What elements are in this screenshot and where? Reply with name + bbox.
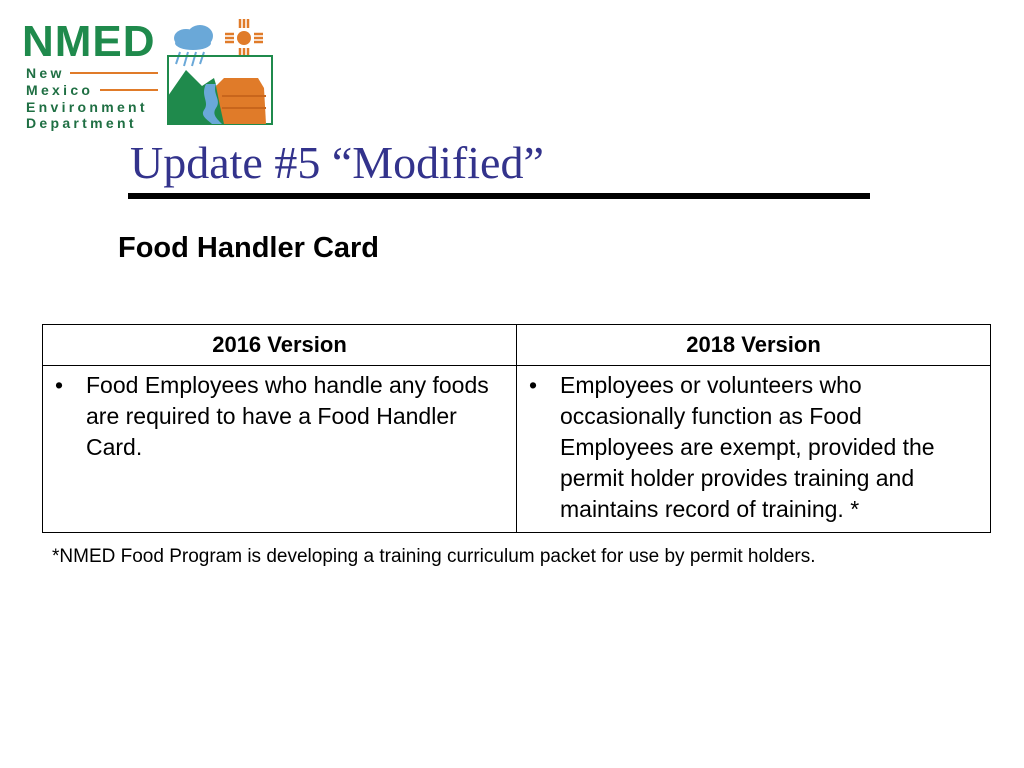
logo-line — [70, 72, 158, 74]
logo-line — [100, 89, 158, 91]
logo-acronym: NMED — [22, 17, 156, 66]
list-item — [55, 370, 504, 463]
zia-sun-icon — [225, 19, 263, 57]
version-comparison-table — [42, 324, 991, 533]
logo-word-new: New — [26, 65, 65, 81]
rain-cloud-icon — [174, 25, 213, 66]
list-item — [529, 370, 978, 525]
title-underline — [128, 193, 870, 199]
landscape-icon — [166, 16, 278, 126]
bullet-text-2018: Employees or volunteers who occasionally function as Food Employees are exempt, provided the permit holder provides training and maintains record of training. * — [560, 372, 935, 522]
slide-title: Update #5 “Modified” — [130, 137, 544, 188]
bullet-text-2016: Food Employees who handle any foods are required to have a Food Handler Card. — [86, 372, 489, 460]
bullet-icon: • — [529, 372, 538, 398]
header-2016-version: 2016 Version — [43, 325, 517, 366]
slide-subtitle: Food Handler Card — [118, 232, 380, 264]
bullet-icon: • — [55, 372, 64, 398]
nmed-logo — [18, 12, 278, 130]
table-header-row — [43, 325, 991, 366]
logo-word-environment: Environment — [26, 99, 148, 115]
header-2018-version: 2018 Version — [517, 325, 991, 366]
footnote: *NMED Food Program is developing a training curriculum packet for use by permit holders. — [52, 546, 816, 567]
mesa-icon — [216, 78, 266, 124]
cell-2016-version — [43, 366, 517, 533]
table-row — [43, 366, 991, 533]
logo-word-department: Department — [26, 115, 137, 131]
logo-word-mexico: Mexico — [26, 82, 94, 98]
cell-2018-version — [517, 366, 991, 533]
